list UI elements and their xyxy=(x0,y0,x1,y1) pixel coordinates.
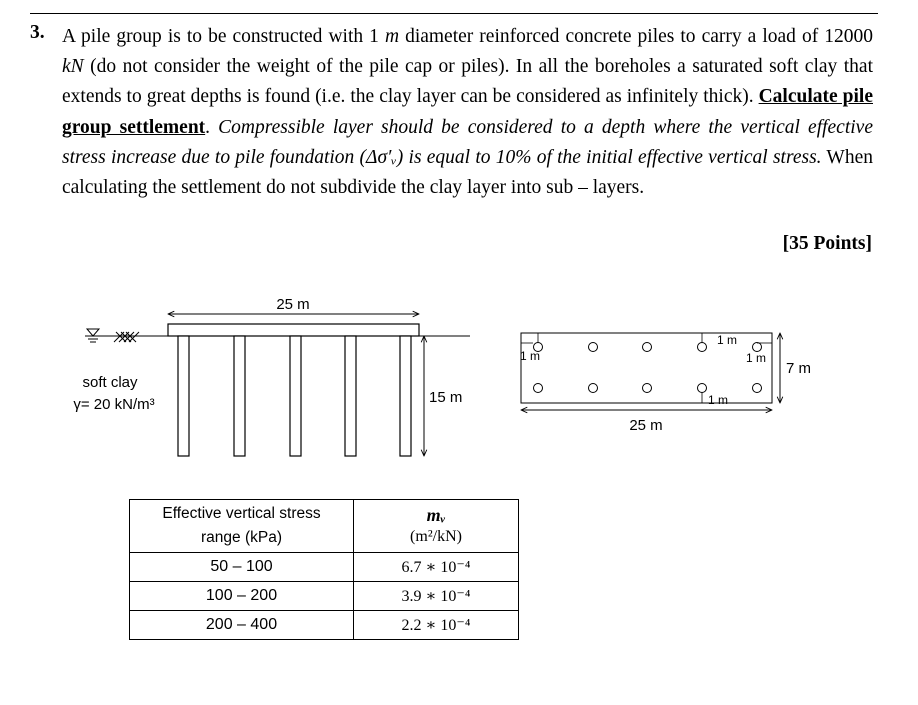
soil-unit-weight: γ= 20 kN/m³ xyxy=(73,396,155,413)
soil-name: soft clay xyxy=(82,374,138,391)
edge-distance-left: 1 m xyxy=(519,349,541,363)
plan-height-label: 7 m xyxy=(786,360,812,377)
pile-length-label: 15 m xyxy=(429,389,463,406)
section-view xyxy=(73,296,470,456)
question-text: A pile group is to be constructed with 1 m diameter reinforced concrete piles to carry a load of 12000 kN (do not consider the weight of the pile cap or piles). In all the boreholes a saturated soft clay that extends to great depths is found (i.e. the clay layer can be considered as infinitely thick). Calculate pile group settlement. Compressible layer should be considered to a depth where the vertical effective stress increase due to pile foundation (Δσ′ᵥ) is equal to 10% of the initial effective vertical stress. When calculating the settlement do not subdivide the clay layer into sub – layers. xyxy=(62,26,873,199)
pile xyxy=(234,336,245,456)
plan-view xyxy=(520,333,811,434)
table-header-mv: mᵥ (m²/kN) xyxy=(354,500,519,553)
pile xyxy=(345,336,356,456)
task-statement: Calculate pile group settlement xyxy=(62,86,873,138)
pile-plan xyxy=(698,343,707,352)
table-row: 50 – 100 6.7 ∗ 10⁻⁴ xyxy=(130,553,519,582)
table-row: 200 – 400 2.2 ∗ 10⁻⁴ xyxy=(130,611,519,640)
pile-plan xyxy=(643,384,652,393)
points-label: [35 Points] xyxy=(782,233,872,254)
edge-distance-top: 1 m xyxy=(716,333,738,347)
question-number: 3. xyxy=(30,22,45,43)
edge-distance-right: 1 m xyxy=(745,351,767,365)
table-header-stress: Effective vertical stress range (kPa) xyxy=(130,500,354,553)
plan-width-label: 25 m xyxy=(629,417,663,434)
pile-plan xyxy=(643,343,652,352)
pile-plan xyxy=(753,384,762,393)
ground-hatch-icon xyxy=(114,332,139,342)
cap-width-label: 25 m xyxy=(276,296,310,313)
pile xyxy=(400,336,411,456)
compressibility-table xyxy=(129,499,519,640)
pile-plan xyxy=(589,343,598,352)
pile-plan xyxy=(534,384,543,393)
pile-plan xyxy=(589,384,598,393)
table-row: 100 – 200 3.9 ∗ 10⁻⁴ xyxy=(130,582,519,611)
pile xyxy=(178,336,189,456)
pile xyxy=(290,336,301,456)
pile-plan xyxy=(698,384,707,393)
pile-cap xyxy=(168,324,419,336)
edge-distance-bottom: 1 m xyxy=(707,393,729,407)
